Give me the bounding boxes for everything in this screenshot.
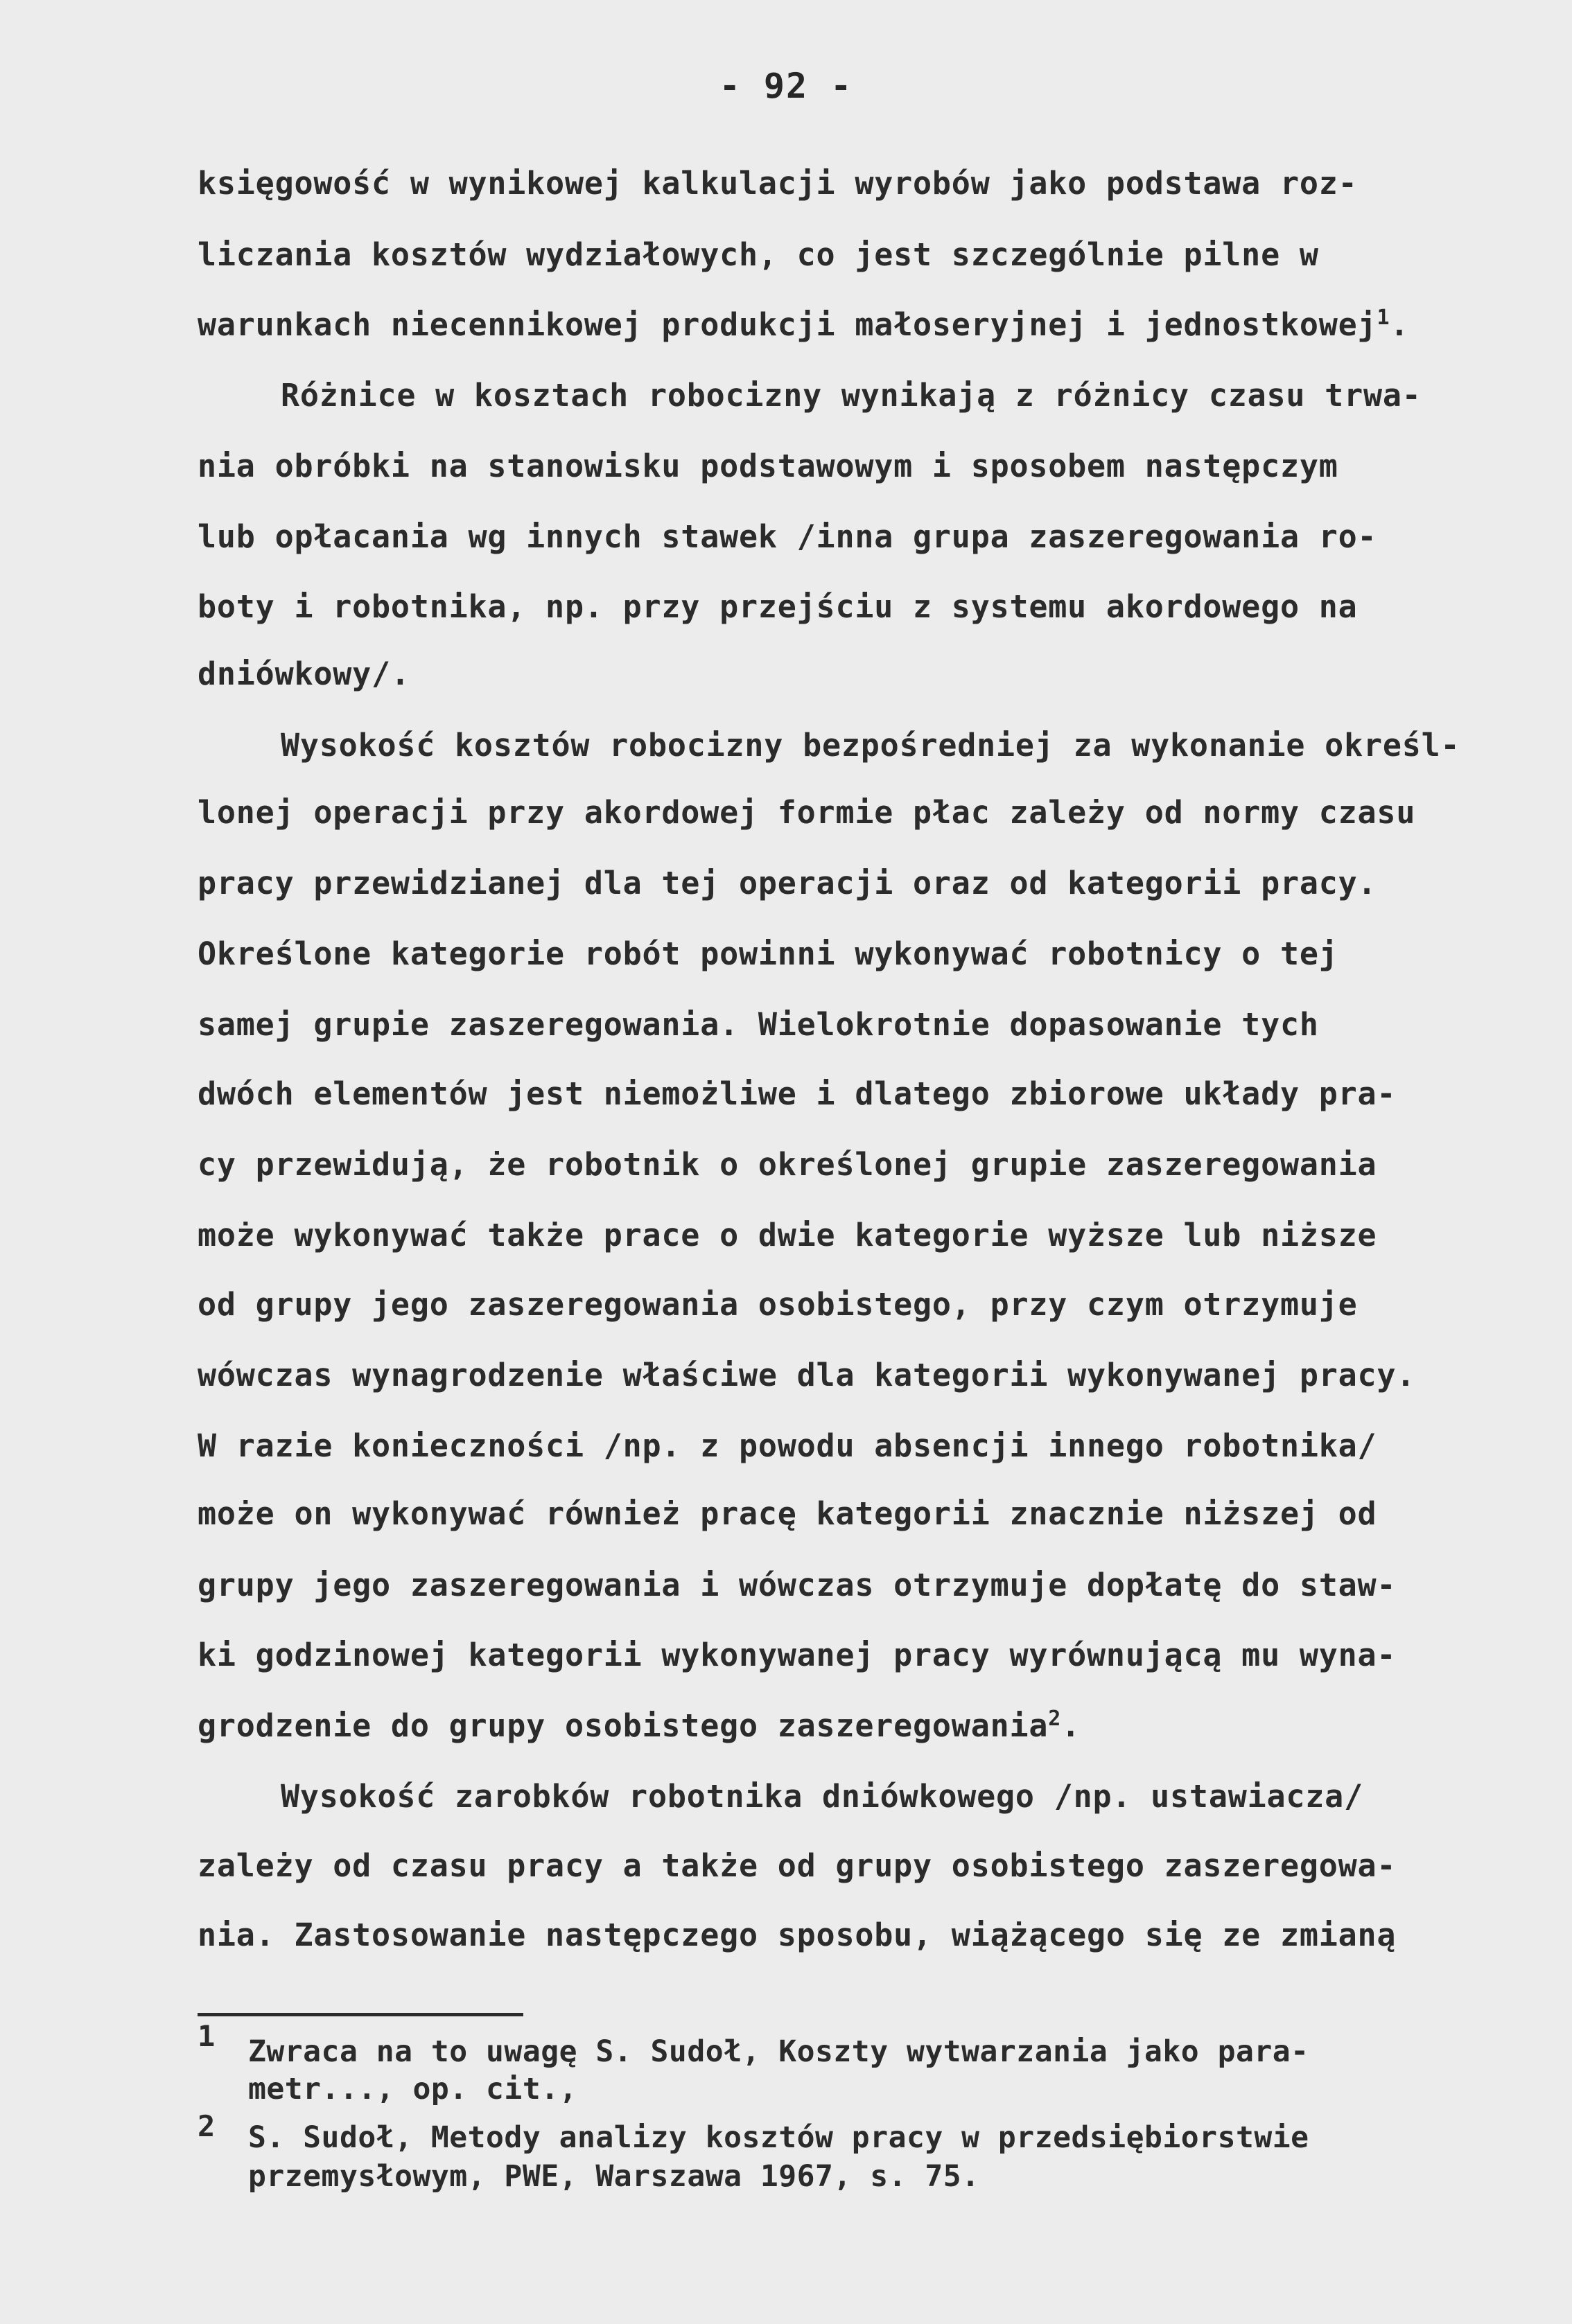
body-line: nia obróbki na stanowisku podstawowym i sposobem następczym <box>198 448 1338 484</box>
body-line: Wysokość kosztów robocizny bezpośredniej za wykonanie określ- <box>281 727 1460 764</box>
body-line: od grupy jego zaszeregowania osobistego, przy czym otrzymuje <box>198 1286 1358 1323</box>
body-line: pracy przewidzianej dla tej operacji oraz od kategorii pracy. <box>198 865 1377 901</box>
body-line: zależy od czasu pracy a także od grupy osobistego zaszeregowa- <box>198 1847 1397 1884</box>
line-end-period: . <box>1390 306 1410 343</box>
body-line: Wysokość zarobków robotnika dniówkowego /np. ustawiacza/ <box>281 1778 1363 1815</box>
footnote-line: S. Sudoł, Metody analizy kosztów pracy w przedsiębiorstwie <box>248 2120 1309 2155</box>
footnote-ref: 1 <box>1377 306 1390 330</box>
body-line: W razie konieczności /np. z powodu absencji innego robotnika/ <box>198 1427 1377 1464</box>
footnote-marker: 2 <box>198 2109 216 2143</box>
page-number: - 92 - <box>719 66 853 106</box>
body-line-text: grodzenie do grupy osobistego zaszeregowania <box>198 1707 1049 1744</box>
body-line <box>198 1707 1081 1744</box>
line-end-period: . <box>1061 1707 1081 1744</box>
body-line: Określone kategorie robót powinni wykonywać robotnicy o tej <box>198 935 1338 972</box>
body-line: cy przewidują, że robotnik o określonej grupie zaszeregowania <box>198 1146 1377 1183</box>
footnote-line: metr..., op. cit., <box>248 2072 577 2106</box>
body-line: może on wykonywać również pracę kategorii znacznie niższej od <box>198 1495 1377 1532</box>
footnote-line: Zwraca na to uwagę S. Sudoł, Koszty wytwarzania jako para- <box>248 2034 1309 2069</box>
body-line: księgowość w wynikowej kalkulacji wyrobów jako podstawa roz- <box>198 165 1358 202</box>
footnote-marker: 1 <box>198 2019 216 2053</box>
body-line <box>198 306 1410 343</box>
body-line: liczania kosztów wydziałowych, co jest szczególnie pilne w <box>198 236 1319 273</box>
body-line: samej grupie zaszeregowania. Wielokrotnie dopasowanie tych <box>198 1006 1319 1043</box>
body-line: wówczas wynagrodzenie właściwe dla kategorii wykonywanej pracy. <box>198 1357 1416 1393</box>
body-line: dniówkowy/. <box>198 655 410 692</box>
body-line: boty i robotnika, np. przy przejściu z systemu akordowego na <box>198 588 1358 625</box>
body-line: może wykonywać także prace o dwie kategorie wyższe lub niższe <box>198 1217 1377 1253</box>
footnote-separator <box>198 2013 523 2016</box>
body-line: lonej operacji przy akordowej formie płac zależy od normy czasu <box>198 794 1416 831</box>
footnote-ref: 2 <box>1048 1707 1062 1731</box>
body-line: ki godzinowej kategorii wykonywanej pracy wyrównującą mu wyna- <box>198 1637 1397 1673</box>
body-line: nia. Zastosowanie następczego sposobu, wiążącego się ze zmianą <box>198 1917 1397 1953</box>
body-line: lub opłacania wg innych stawek /inna grupa zaszeregowania ro- <box>198 518 1377 555</box>
body-line: dwóch elementów jest niemożliwe i dlatego zbiorowe układy pra- <box>198 1075 1397 1112</box>
body-line: Różnice w kosztach robocizny wynikają z różnicy czasu trwa- <box>281 377 1422 414</box>
body-line-text: warunkach niecennikowej produkcji małoseryjnej i jednostkowej <box>198 306 1377 343</box>
footnote-line: przemysłowym, PWE, Warszawa 1967, s. 75. <box>248 2159 980 2194</box>
body-line: grupy jego zaszeregowania i wówczas otrzymuje dopłatę do staw- <box>198 1567 1397 1603</box>
